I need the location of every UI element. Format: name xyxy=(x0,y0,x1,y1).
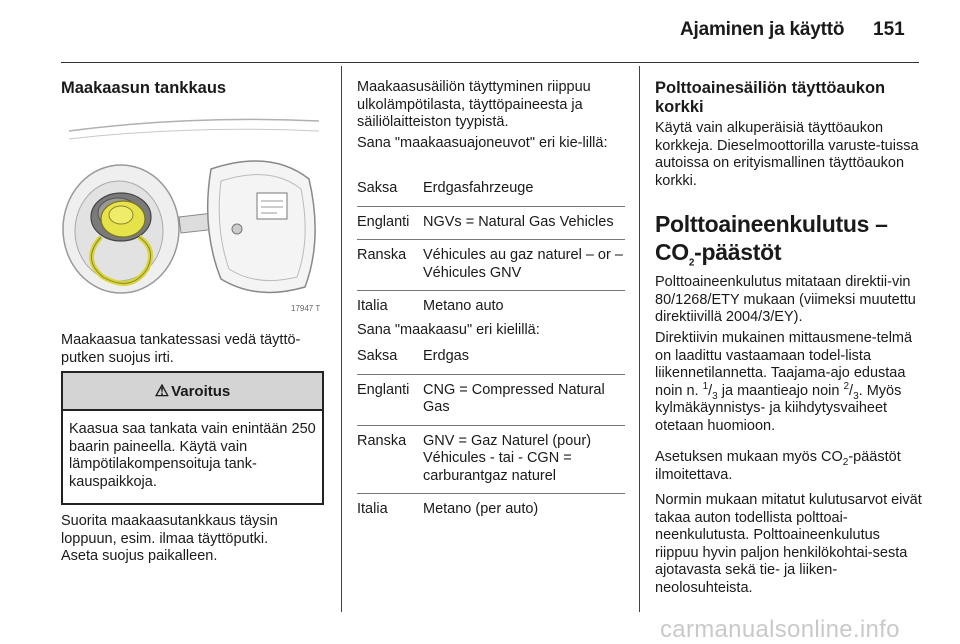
table-row xyxy=(357,341,625,374)
text: ja maantieajo noin xyxy=(717,382,844,399)
subscript: 3 xyxy=(853,390,859,402)
paragraph: Sana "maakaasu" eri kielillä: xyxy=(357,322,540,338)
column-divider xyxy=(341,66,342,612)
table-cell-term: CNG = Compressed Natural Gas xyxy=(423,374,625,425)
table-cell-term: Erdgasfahrzeuge xyxy=(423,180,534,196)
heading-line xyxy=(655,238,925,269)
warning-triangle-icon: ⚠ xyxy=(154,383,170,400)
warning-box xyxy=(61,371,324,505)
figure-code: 17947 T xyxy=(291,304,321,313)
paragraph: Aseta suojus paikalleen. xyxy=(61,548,218,564)
paragraph: Sana "maakaasuajoneuvot" eri kie-lillä: xyxy=(357,135,608,151)
subscript: 2 xyxy=(842,456,849,468)
section-heading-large xyxy=(655,210,925,269)
table-cell-term: GNV = Gaz Naturel (pour) Véhicules - tai - CGN = carburantgaz naturel xyxy=(423,425,625,494)
subscript: 3 xyxy=(712,390,718,402)
text: . Myös kylmäkäynnistys- ja kiihdytysvaiheet otetaan huomioon. xyxy=(655,382,902,434)
table-cell-country: Ranska xyxy=(357,240,423,291)
table-cell-country: Englanti xyxy=(357,374,423,425)
page-number: 151 xyxy=(873,19,905,40)
paragraph: Normin mukaan mitatut kulutusarvot eivät takaa auton todellista polttoai-neenkulutusta. Polttoaineenkulutus riippuu hyvin paljon henkilökohtai-sesta ajotavasta sekä tie- ja liiken-neolosuhteista. xyxy=(655,492,922,596)
table-row xyxy=(357,240,625,291)
table-cell-country: Saksa xyxy=(357,348,398,364)
paragraph: Maakaasusäiliön täyttyminen riippuu ulkolämpötilasta, täyttöpaineesta ja säiliölaitteiston tyypistä. xyxy=(357,79,591,130)
text: Asetuksen mukaan myös CO xyxy=(655,449,843,465)
paragraph: Käytä vain alkuperäisiä täyttöaukon korkkeja. Dieselmoottorilla varuste-tuissa autoissa on erityismallinen täyttöaukon korkki. xyxy=(655,120,919,189)
table-cell-term: Metano (per auto) xyxy=(423,494,625,527)
section-heading: Polttoainesäiliön täyttöaukon korkki xyxy=(655,79,886,116)
table-cell-term: Erdgas xyxy=(423,348,469,364)
warning-header xyxy=(63,373,322,411)
table-cell-term: Véhicules au gaz naturel – or – Véhicules GNV xyxy=(423,240,625,291)
paragraph: Polttoaineenkulutus mitataan direktii-vin 80/1268/ETY mukaan (viimeksi muutettu direktiivillä 2004/3/EY). xyxy=(655,274,916,325)
fuel-filler-illustration xyxy=(61,109,325,316)
heading-line: Polttoaineenkulutus – xyxy=(655,211,888,237)
heading-text: -päästöt xyxy=(694,239,782,265)
language-table-vehicles xyxy=(357,173,625,324)
paragraph: Maakaasua tankatessasi vedä täyttö-putken suojus irti. xyxy=(61,332,301,366)
header-rule xyxy=(61,62,919,63)
warning-title: Varoitus xyxy=(171,382,231,400)
heading-text: CO xyxy=(655,239,689,265)
table-cell-country: Englanti xyxy=(357,206,423,240)
subscript: 2 xyxy=(688,257,695,269)
text: Direktiivin mukainen mittausmene-telmä on laadittu vastaamaan todel-lista liikennetilannetta. Taajama-ajo edustaa noin n. xyxy=(655,330,913,399)
table-row xyxy=(357,494,625,527)
table-row xyxy=(357,206,625,240)
table-cell-country: Ranska xyxy=(357,425,423,494)
table-cell-country: Italia xyxy=(357,494,423,527)
paragraph xyxy=(655,449,925,484)
column-divider xyxy=(639,66,640,612)
paragraph: Direktiivin mukainen mittausmene-telmä on laadittu vastaamaan todel-lista liikennetilannetta. Taajama-ajo edustaa noin n. $^1/_3$ ja maantieajo noin $^2/_3$. Myös kylmäkäynnistys- ja kiihdytysvaiheet otetaan huomioon. xyxy=(655,330,913,434)
text: -päästöt ilmoitettava. xyxy=(655,449,901,483)
warning-text: Kaasua saa tankata vain enintään 250 baarin paineella. Käytä vain lämpötilakompensoituja tank-kauspaikkoja. xyxy=(69,421,316,490)
language-table-gas xyxy=(357,341,625,527)
table-cell-country: Saksa xyxy=(357,180,398,196)
watermark: carmanualsonline.info xyxy=(660,616,900,643)
table-cell-term: NGVs = Natural Gas Vehicles xyxy=(423,206,625,240)
paragraph: Suorita maakaasutankkaus täysin loppuun, esim. ilmaa täyttöputki. xyxy=(61,513,278,547)
table-row xyxy=(357,291,625,324)
superscript: 2 xyxy=(843,380,850,392)
superscript: 1 xyxy=(702,380,709,392)
table-row xyxy=(357,374,625,425)
table-row xyxy=(357,173,625,206)
section-heading: Maakaasun tankkaus xyxy=(61,79,227,97)
header-title: Ajaminen ja käyttö xyxy=(680,19,845,40)
page-header xyxy=(0,14,960,46)
table-cell-term: Metano auto xyxy=(423,291,625,324)
table-row xyxy=(357,425,625,494)
table-cell-country: Italia xyxy=(357,291,423,324)
